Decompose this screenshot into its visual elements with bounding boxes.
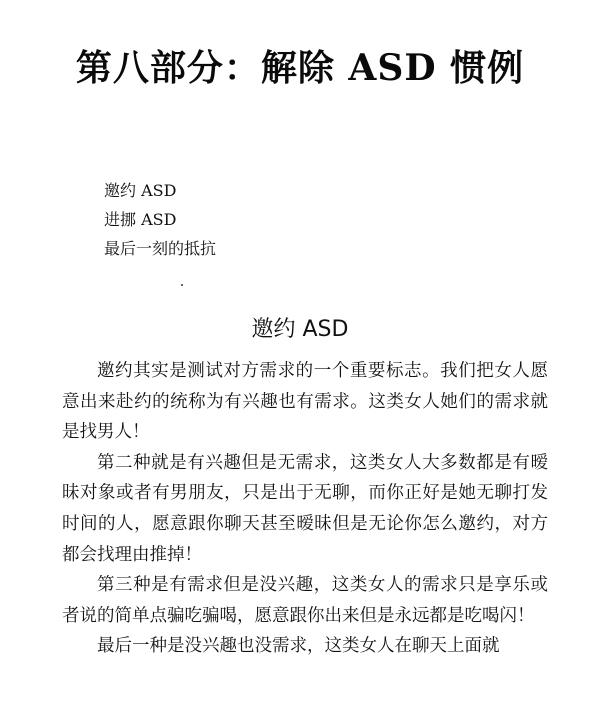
section-list	[104, 176, 216, 263]
section-list-item: 进挪 ASD	[104, 210, 177, 229]
part-title: 第八部分：解除 ASD 惯例	[75, 47, 525, 89]
paragraph: 最后一种是没兴趣也没需求，这类女人在聊天上面就	[97, 636, 500, 657]
paragraph: 第二种就是有兴趣但是无需求，这类女人大多数都是有暧昧对象或者有男朋友，只是出于无聊，而你正好是她无聊打发时间的人，愿意跟你聊天甚至暧昧但是无论你怎么邀约，对方都会找理由推掉！	[62, 452, 548, 565]
section-heading: 邀约 ASD	[251, 317, 349, 342]
body-text	[62, 356, 548, 662]
section-list-item: 邀约 ASD	[104, 181, 177, 200]
paragraph: 第三种是有需求但是没兴趣，这类女人的需求只是享乐或者说的简单点骗吃骗喝，愿意跟你出来但是永远都是吃喝闪！	[62, 575, 548, 626]
print-speck	[181, 284, 183, 286]
paragraph: 邀约其实是测试对方需求的一个重要标志。我们把女人愿意出来赴约的统称为有兴趣也有需求。这类女人她们的需求就是找男人！	[62, 361, 548, 443]
section-list-item: 最后一刻的抵抗	[104, 239, 217, 258]
